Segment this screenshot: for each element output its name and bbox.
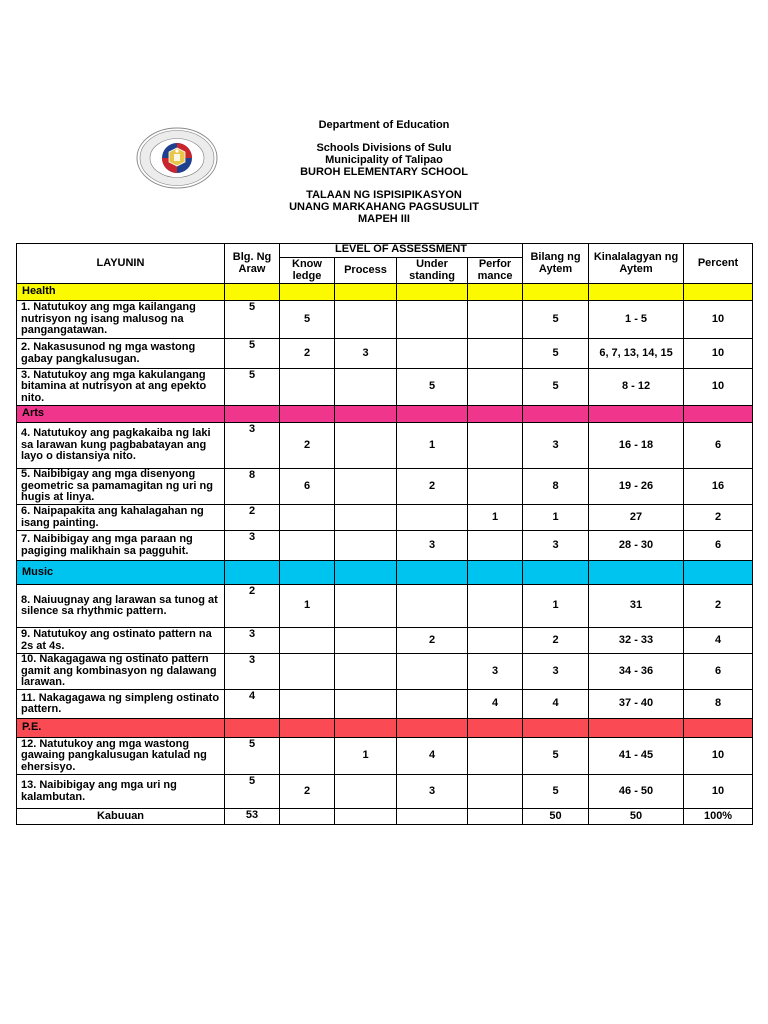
objective-row — [17, 531, 753, 561]
header-process: Process — [335, 258, 397, 284]
days-cell: 2 — [225, 505, 280, 531]
understanding-cell: 3 — [397, 531, 468, 561]
performance-cell: 3 — [468, 654, 523, 690]
header-understanding: Under standing — [397, 258, 468, 284]
performance-cell: 1 — [468, 505, 523, 531]
objective-row — [17, 339, 753, 369]
items-cell: 4 — [523, 690, 589, 719]
total-label: Kabuuan — [17, 809, 225, 825]
understanding-cell — [397, 339, 468, 369]
percent-cell: 6 — [684, 423, 753, 469]
understanding-cell: 2 — [397, 469, 468, 505]
days-cell: 5 — [225, 339, 280, 369]
placement-cell: 41 - 45 — [589, 738, 684, 775]
performance-cell: 4 — [468, 690, 523, 719]
performance-cell — [468, 738, 523, 775]
department-title: Department of Education — [318, 119, 450, 131]
objective-text: 2. Nakasusunod ng mga wastong gabay pangkalusugan. — [17, 339, 225, 369]
objective-row — [17, 690, 753, 719]
category-name: Arts — [17, 406, 225, 423]
document-title: TALAAN NG ISPISIPIKASYON — [306, 189, 462, 201]
header-blg-araw: Blg. Ng Araw — [225, 244, 280, 284]
items-cell: 5 — [523, 339, 589, 369]
category-name: Health — [17, 284, 225, 301]
objective-text: 5. Naibibigay ang mga disenyong geometric sa pamamagitan ng uri ng hugis at linya. — [17, 469, 225, 505]
exam-title: UNANG MARKAHANG PAGSUSULIT — [289, 201, 479, 213]
knowledge-cell — [280, 628, 335, 654]
items-cell: 2 — [523, 628, 589, 654]
process-cell — [335, 423, 397, 469]
performance-cell — [468, 585, 523, 628]
days-cell: 3 — [225, 628, 280, 654]
days-cell: 4 — [225, 690, 280, 719]
performance-cell — [468, 469, 523, 505]
category-row-health — [17, 284, 753, 301]
items-cell: 8 — [523, 469, 589, 505]
understanding-cell: 5 — [397, 369, 468, 406]
placement-cell: 34 - 36 — [589, 654, 684, 690]
understanding-cell — [397, 654, 468, 690]
items-cell: 3 — [523, 423, 589, 469]
knowledge-cell — [280, 505, 335, 531]
objective-text: 8. Naiuugnay ang larawan sa tunog at silence sa rhythmic pattern. — [17, 585, 225, 628]
school-name: BUROH ELEMENTARY SCHOOL — [300, 166, 468, 178]
items-cell: 1 — [523, 585, 589, 628]
percent-cell: 10 — [684, 369, 753, 406]
objective-row — [17, 738, 753, 775]
items-cell: 5 — [523, 369, 589, 406]
header-performance: Perfor mance — [468, 258, 523, 284]
objective-text: 11. Nakagagawa ng simpleng ostinato pattern. — [17, 690, 225, 719]
percent-cell: 8 — [684, 690, 753, 719]
process-cell — [335, 628, 397, 654]
knowledge-cell: 1 — [280, 585, 335, 628]
percent-cell: 2 — [684, 505, 753, 531]
objective-text: 6. Naipapakita ang kahalagahan ng isang painting. — [17, 505, 225, 531]
percent-cell: 10 — [684, 301, 753, 339]
understanding-cell — [397, 301, 468, 339]
category-row-arts — [17, 406, 753, 423]
performance-cell — [468, 775, 523, 809]
understanding-cell: 3 — [397, 775, 468, 809]
days-cell: 5 — [225, 775, 280, 809]
objective-text: 1. Natutukoy ang mga kailangang nutrisyon ng isang malusog na pangangatawan. — [17, 301, 225, 339]
subject-title: MAPEH III — [358, 213, 410, 225]
days-cell: 3 — [225, 654, 280, 690]
placement-cell: 8 - 12 — [589, 369, 684, 406]
process-cell — [335, 469, 397, 505]
placement-cell: 27 — [589, 505, 684, 531]
objective-row — [17, 469, 753, 505]
knowledge-cell: 2 — [280, 423, 335, 469]
process-cell — [335, 531, 397, 561]
objective-text: 4. Natutukoy ang pagkakaiba ng laki sa larawan kung pagbabatayan ang layo o distansiya nito. — [17, 423, 225, 469]
total-days: 53 — [225, 809, 280, 825]
percent-cell: 6 — [684, 654, 753, 690]
understanding-cell — [397, 690, 468, 719]
placement-cell: 37 - 40 — [589, 690, 684, 719]
understanding-cell: 2 — [397, 628, 468, 654]
header-bilang-aytem: Bilang ng Aytem — [523, 244, 589, 284]
items-cell: 3 — [523, 654, 589, 690]
days-cell: 2 — [225, 585, 280, 628]
items-cell: 5 — [523, 738, 589, 775]
placement-cell: 19 - 26 — [589, 469, 684, 505]
percent-cell: 10 — [684, 738, 753, 775]
header-level-of-assessment: LEVEL OF ASSESSMENT — [280, 244, 523, 258]
knowledge-cell — [280, 690, 335, 719]
percent-cell: 2 — [684, 585, 753, 628]
placement-cell: 31 — [589, 585, 684, 628]
process-cell — [335, 654, 397, 690]
placement-cell: 32 - 33 — [589, 628, 684, 654]
performance-cell — [468, 423, 523, 469]
understanding-cell — [397, 585, 468, 628]
performance-cell — [468, 628, 523, 654]
specification-table — [16, 243, 753, 825]
placement-cell: 46 - 50 — [589, 775, 684, 809]
knowledge-cell: 2 — [280, 775, 335, 809]
header-knowledge: Know ledge — [280, 258, 335, 284]
performance-cell — [468, 369, 523, 406]
category-row-music — [17, 561, 753, 585]
days-cell: 5 — [225, 301, 280, 339]
knowledge-cell — [280, 654, 335, 690]
process-cell — [335, 690, 397, 719]
objective-row — [17, 775, 753, 809]
process-cell — [335, 505, 397, 531]
category-row-pe — [17, 719, 753, 738]
knowledge-cell — [280, 369, 335, 406]
understanding-cell — [397, 505, 468, 531]
items-cell: 3 — [523, 531, 589, 561]
total-row — [17, 809, 753, 825]
days-cell: 3 — [225, 531, 280, 561]
percent-cell: 4 — [684, 628, 753, 654]
days-cell: 5 — [225, 738, 280, 775]
total-items: 50 — [523, 809, 589, 825]
total-percent: 100% — [684, 809, 753, 825]
process-cell: 3 — [335, 339, 397, 369]
total-placement: 50 — [589, 809, 684, 825]
knowledge-cell: 2 — [280, 339, 335, 369]
knowledge-cell — [280, 738, 335, 775]
objective-text: 9. Natutukoy ang ostinato pattern na 2s at 4s. — [17, 628, 225, 654]
percent-cell: 10 — [684, 339, 753, 369]
objective-text: 12. Natutukoy ang mga wastong gawaing pangkalusugan katulad ng ehersisyo. — [17, 738, 225, 775]
process-cell: 1 — [335, 738, 397, 775]
objective-row — [17, 628, 753, 654]
objective-text: 3. Natutukoy ang mga kakulangang bitamina at nutrisyon at ang epekto nito. — [17, 369, 225, 406]
understanding-cell: 4 — [397, 738, 468, 775]
percent-cell: 10 — [684, 775, 753, 809]
document-header — [0, 119, 768, 225]
header-kinalalagyan: Kinalalagyan ng Aytem — [589, 244, 684, 284]
days-cell: 3 — [225, 423, 280, 469]
process-cell — [335, 775, 397, 809]
division-name: Schools Divisions of Sulu — [316, 142, 452, 154]
placement-cell: 1 - 5 — [589, 301, 684, 339]
placement-cell: 28 - 30 — [589, 531, 684, 561]
placement-cell: 16 - 18 — [589, 423, 684, 469]
performance-cell — [468, 531, 523, 561]
process-cell — [335, 369, 397, 406]
category-name: Music — [17, 561, 225, 585]
performance-cell — [468, 339, 523, 369]
municipality-name: Municipality of Talipao — [325, 154, 443, 166]
performance-cell — [468, 301, 523, 339]
items-cell: 5 — [523, 301, 589, 339]
items-cell: 1 — [523, 505, 589, 531]
process-cell — [335, 585, 397, 628]
understanding-cell: 1 — [397, 423, 468, 469]
objective-text: 10. Nakagagawa ng ostinato pattern gamit ang kombinasyon ng dalawang larawan. — [17, 654, 225, 690]
objective-row — [17, 654, 753, 690]
objective-row — [17, 301, 753, 339]
objective-row — [17, 585, 753, 628]
knowledge-cell: 6 — [280, 469, 335, 505]
percent-cell: 6 — [684, 531, 753, 561]
objective-text: 13. Naibibigay ang mga uri ng kalambutan. — [17, 775, 225, 809]
knowledge-cell — [280, 531, 335, 561]
items-cell: 5 — [523, 775, 589, 809]
days-cell: 5 — [225, 369, 280, 406]
header-percent: Percent — [684, 244, 753, 284]
objective-text: 7. Naibibigay ang mga paraan ng pagiging malikhain sa pagguhit. — [17, 531, 225, 561]
objective-row — [17, 505, 753, 531]
header-layunin: LAYUNIN — [17, 244, 225, 284]
process-cell — [335, 301, 397, 339]
days-cell: 8 — [225, 469, 280, 505]
category-name: P.E. — [17, 719, 225, 738]
percent-cell: 16 — [684, 469, 753, 505]
placement-cell: 6, 7, 13, 14, 15 — [589, 339, 684, 369]
objective-row — [17, 369, 753, 406]
objective-row — [17, 423, 753, 469]
knowledge-cell: 5 — [280, 301, 335, 339]
